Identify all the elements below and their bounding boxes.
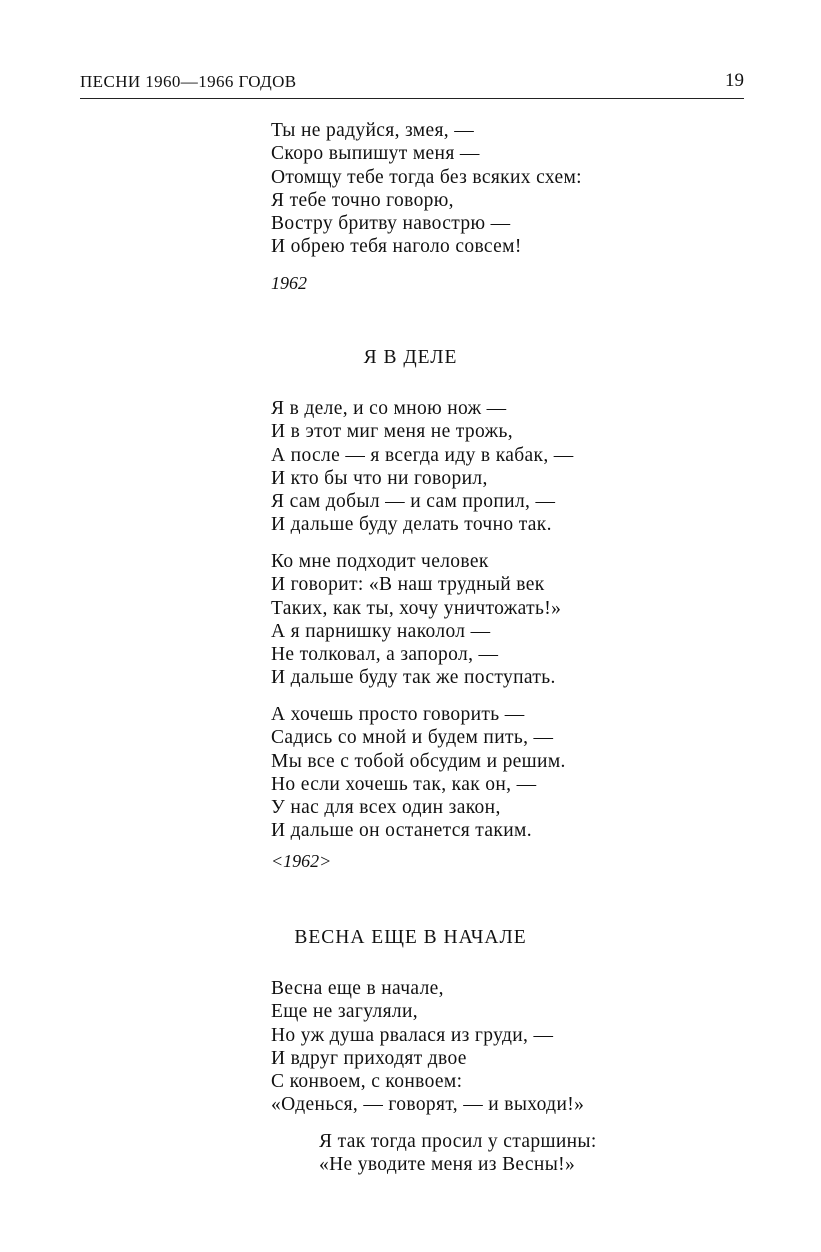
poem-line: Востру бритву навострю — — [271, 213, 511, 235]
running-header — [80, 72, 744, 99]
poem-1-date: 1962 — [271, 273, 307, 293]
poem-1-stanza — [271, 119, 582, 259]
poem-line: А после — я всегда иду в кабак, — — [271, 444, 574, 466]
poem-line: Скоро выпишут меня — — [271, 143, 480, 165]
poem-line: Я сам добыл — и сам пропил, — — [271, 491, 556, 513]
poem-2-title: Я В ДЕЛЕ — [363, 347, 458, 368]
poem-line: И вдруг приходят двое — [271, 1047, 467, 1069]
poem-line: Я так тогда просил у старшины: — [319, 1131, 597, 1152]
poem-line: Отомщу тебе тогда без всяких схем: — [271, 166, 582, 188]
poem-line: И обрею тебя наголо совсем! — [271, 236, 522, 258]
poem-2-stanza-1 — [271, 397, 574, 537]
poem-line: Но если хочешь так, как он, — — [271, 773, 537, 795]
poem-line: И говорит: «В наш трудный век — [271, 574, 545, 596]
poem-line: «Не уводите меня из Весны!» — [319, 1154, 576, 1176]
poem-line: «Оденься, — говорят, — и выходи!» — [271, 1094, 585, 1116]
poem-line: И дальше буду делать точно так. — [271, 514, 552, 536]
running-header-title: ПЕСНИ 1960—1966 ГОДОВ — [80, 72, 297, 91]
poem-3-refrain — [271, 1130, 597, 1177]
poem-line: Я тебе точно говорю, — [271, 189, 454, 211]
poem-2-stanza-2 — [271, 550, 561, 690]
poem-3-title: ВЕСНА ЕЩЕ В НАЧАЛЕ — [294, 927, 527, 948]
page-number: 19 — [725, 70, 744, 91]
poem-2-date: <1962> — [271, 851, 332, 871]
poem-line: А я парнишку наколол — — [271, 620, 491, 642]
poem-line: Садись со мной и будем пить, — — [271, 727, 554, 749]
poem-line: Но уж душа рвалася из груди, — — [271, 1024, 554, 1046]
poem-line: Мы все с тобой обсудим и решим. — [271, 750, 566, 772]
poem-line: У нас для всех один закон, — [271, 797, 501, 819]
poem-line: Ты не радуйся, змея, — — [271, 120, 475, 141]
poem-line: А хочешь просто говорить — — [271, 704, 525, 725]
poem-line: Не толковал, а запорол, — — [271, 644, 499, 666]
poem-line: И дальше буду так же поступать. — [271, 667, 556, 689]
poem-line: Я в деле, и со мною нож — — [271, 398, 507, 419]
poem-line: С конвоем, с конвоем: — [271, 1071, 463, 1093]
poem-line: Таких, как ты, хочу уничтожать!» — [271, 597, 562, 619]
poem-line: И дальше он останется таким. — [271, 820, 532, 842]
poem-line: Весна еще в начале, — [271, 978, 444, 999]
poem-line: И в этот миг меня не трожь, — [271, 421, 513, 443]
poem-3-stanza-1 — [271, 977, 584, 1117]
poem-line: И кто бы что ни говорил, — [271, 467, 488, 489]
poem-2-stanza-3 — [271, 703, 566, 843]
poem-line: Ко мне подходит человек — [271, 551, 489, 572]
poem-line: Еще не загуляли, — [271, 1001, 419, 1023]
